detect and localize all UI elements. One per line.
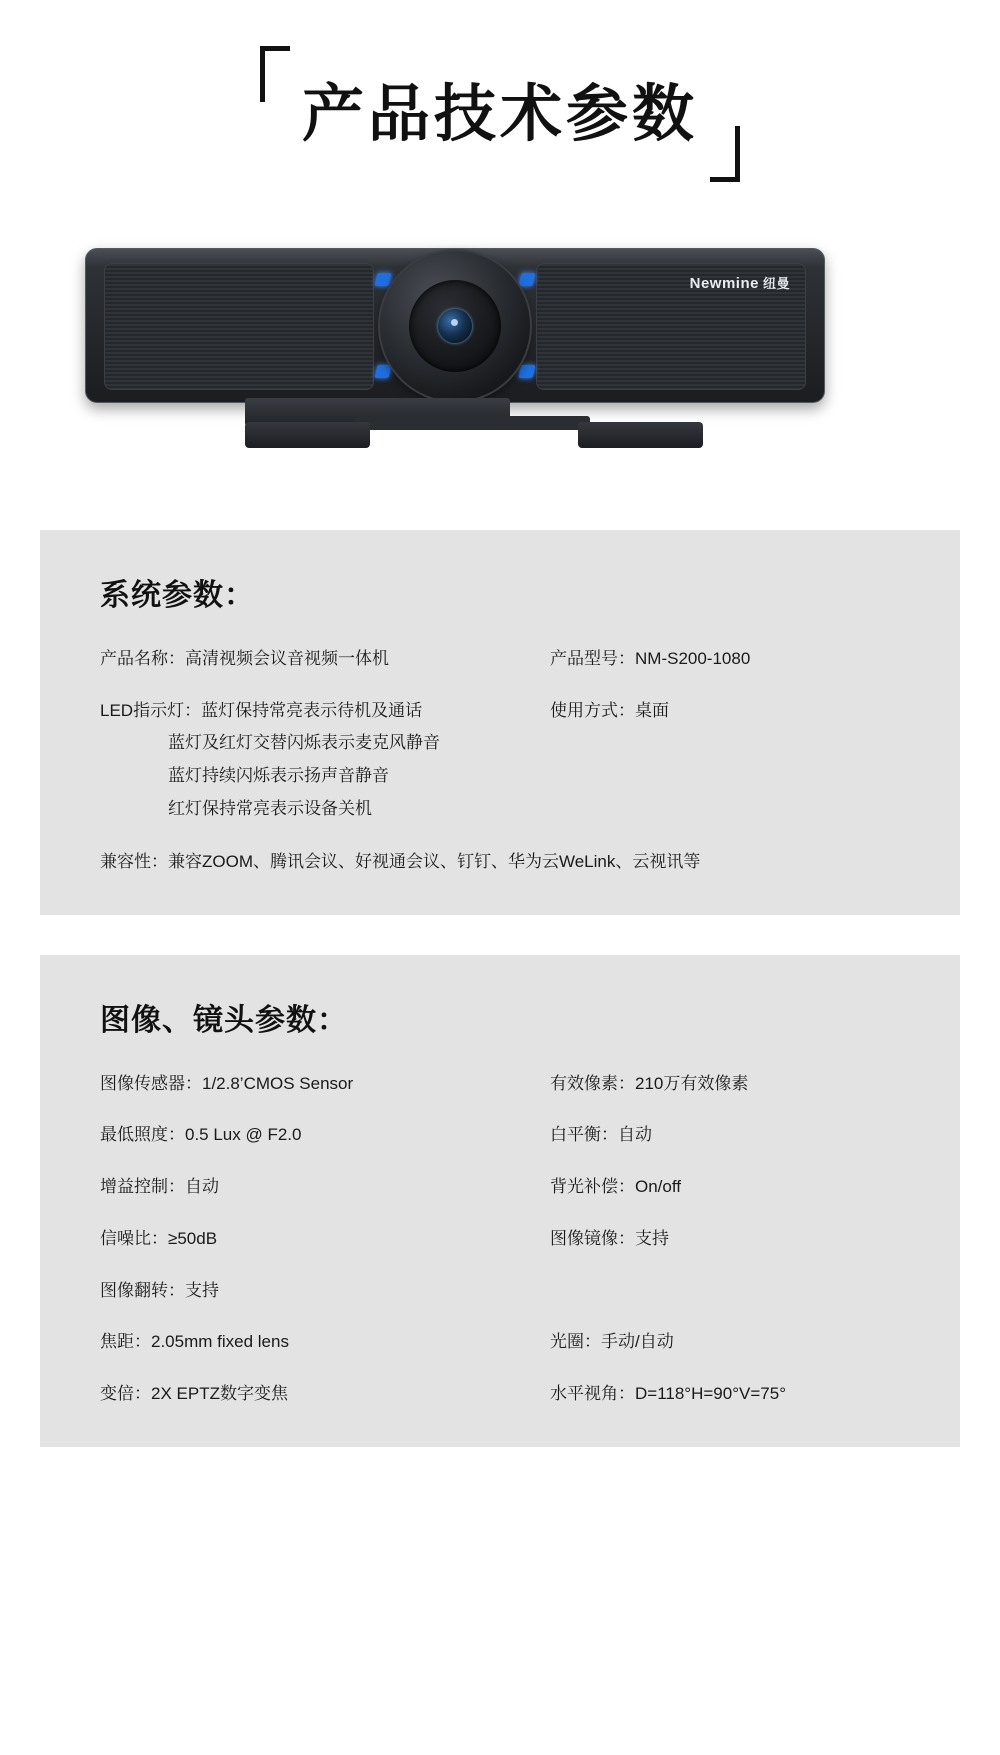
spec-label: 使用方式：	[550, 700, 635, 720]
device-body	[85, 248, 825, 403]
spec-cell-right	[540, 1327, 930, 1357]
spec-label: 水平视角：	[550, 1384, 635, 1404]
spec-sub-value: 红灯保持常亮表示设备关机	[168, 798, 372, 818]
section-title-image-lens: 图像、镜头参数：	[100, 1003, 348, 1037]
spec-label: 图像翻转：	[100, 1280, 185, 1300]
spec-sub-value: 蓝灯持续闪烁表示扬声音静音	[168, 765, 389, 785]
spec-cell-right	[540, 644, 930, 674]
spec-value: 2X EPTZ数字变焦	[151, 1384, 288, 1404]
spec-row	[70, 847, 930, 877]
brand-logo	[690, 273, 790, 292]
spec-row	[70, 1120, 930, 1150]
speaker-grille-left	[104, 263, 374, 390]
spec-value: 210万有效像素	[635, 1073, 749, 1093]
spec-cell-right	[540, 1069, 930, 1099]
spec-label: 白平衡：	[550, 1125, 618, 1145]
spec-label: 光圈：	[550, 1332, 601, 1352]
bracket-top-left-decoration	[260, 46, 290, 102]
spec-cell-left	[70, 644, 540, 674]
spec-value: ≥50dB	[168, 1228, 218, 1248]
system-parameters-panel	[40, 530, 960, 915]
spec-cell-right	[540, 1224, 930, 1254]
spec-value: 1/2.8’CMOS Sensor	[202, 1073, 354, 1093]
spec-value: 桌面	[635, 700, 669, 720]
spec-sub-values	[100, 726, 540, 825]
system-parameters-rows	[70, 644, 930, 877]
spec-value: D=118°H=90°V=75°	[635, 1384, 786, 1404]
spec-row	[70, 1172, 930, 1202]
spec-value: 0.5 Lux @ F2.0	[185, 1125, 302, 1145]
section-title-system: 系统参数：	[100, 579, 255, 612]
spec-value: 自动	[185, 1177, 219, 1197]
spec-label: 图像镜像：	[550, 1228, 635, 1248]
spec-label: 产品名称：	[100, 649, 185, 668]
image-lens-parameters-rows	[70, 1069, 930, 1409]
spec-value: 兼容ZOOM、腾讯会议、好视通会议、钉钉、华为云WeLink、云视讯等	[168, 851, 701, 871]
camera-lens-housing	[380, 251, 530, 401]
image-lens-parameters-panel	[40, 955, 960, 1447]
spec-row	[70, 696, 930, 825]
brand-name-en: Newmine	[689, 275, 759, 292]
spec-value: 高清视频会议音视频一体机	[185, 649, 389, 668]
brand-name-cn: 纽曼	[762, 276, 790, 291]
spec-cell-left	[70, 847, 700, 877]
spec-label: 最低照度：	[100, 1125, 185, 1145]
spec-cell-left	[70, 1224, 540, 1254]
spec-cell-left	[70, 1327, 540, 1357]
spec-row	[70, 1069, 930, 1099]
spec-label: 兼容性：	[100, 851, 168, 871]
lens-highlight	[451, 319, 458, 326]
spec-label: 变倍：	[100, 1384, 151, 1404]
spec-value: 蓝灯保持常亮表示待机及通话	[201, 700, 423, 720]
camera-lens-icon	[438, 309, 472, 343]
camera-lens-ring	[409, 280, 501, 372]
spec-sub-value: 蓝灯及红灯交替闪烁表示麦克风静音	[168, 732, 440, 752]
led-indicator-icon	[374, 273, 391, 286]
spec-label: 图像传感器：	[100, 1073, 202, 1093]
spec-row	[70, 1224, 930, 1254]
spec-cell-left	[70, 1069, 540, 1099]
spec-value: 手动/自动	[601, 1332, 674, 1352]
spec-value: On/off	[635, 1177, 681, 1197]
spec-label: 增益控制：	[100, 1177, 185, 1197]
page-title-inner	[260, 80, 740, 149]
spec-cell-left	[70, 1120, 540, 1150]
spec-cell-left	[70, 1172, 540, 1202]
spec-row	[70, 1379, 930, 1409]
page-title-block	[0, 0, 1000, 230]
product-image	[0, 230, 1000, 530]
device-foot-right	[578, 422, 703, 448]
spec-value: NM-S200-1080	[635, 649, 751, 668]
spec-cell-left	[70, 1379, 540, 1409]
spec-value: 支持	[185, 1280, 219, 1300]
spec-cell-left	[70, 696, 540, 825]
spec-row	[70, 1327, 930, 1357]
spec-label: LED指示灯：	[100, 700, 202, 720]
spec-cell-left	[70, 1276, 219, 1306]
spec-label: 背光补偿：	[550, 1177, 635, 1197]
spec-cell-right	[540, 696, 930, 825]
spec-cell-right	[540, 1120, 930, 1150]
device-stand-bar	[355, 416, 590, 430]
spec-row	[70, 644, 930, 674]
spec-cell-right	[540, 1172, 930, 1202]
led-indicator-icon	[518, 365, 535, 378]
spec-label: 信噪比：	[100, 1228, 168, 1248]
led-indicator-icon	[518, 273, 535, 286]
spec-label: 焦距：	[100, 1332, 151, 1352]
spec-label: 产品型号：	[550, 649, 635, 668]
spec-value: 2.05mm fixed lens	[151, 1332, 289, 1352]
spec-label: 有效像素：	[550, 1073, 635, 1093]
bracket-bottom-right-decoration	[710, 126, 740, 182]
spec-value: 支持	[635, 1228, 669, 1248]
spec-row	[70, 1276, 930, 1306]
spec-cell-right	[540, 1379, 930, 1409]
led-indicator-icon	[374, 365, 391, 378]
spec-value: 自动	[618, 1125, 652, 1145]
page-title: 产品技术参数	[301, 80, 698, 149]
device-foot-left	[245, 422, 370, 448]
